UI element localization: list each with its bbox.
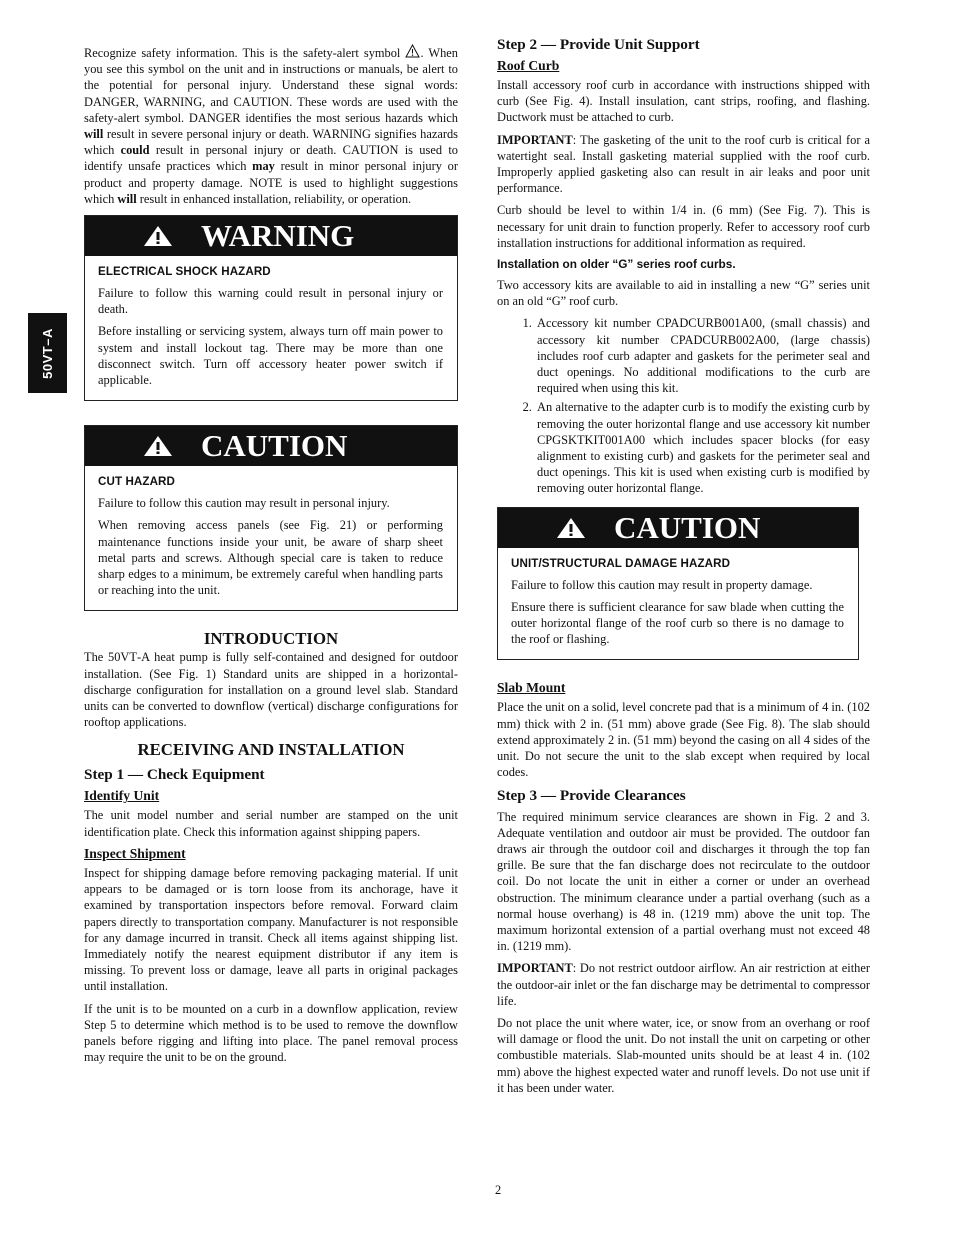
step3-heading: Step 3 — Provide Clearances: [497, 786, 686, 804]
side-tab-label: 50VT–A: [40, 327, 56, 379]
introduction-text: The 50VT‐A heat pump is fully self‐contained and designed for outdoor installation. (See Fig. 1) Standard units are shipped in a horizontal‐discharge configuration for installation on a ground level slab. Standard units can be converted to downflow (vertical) discharge configurations for rooftop applications.: [84, 650, 458, 730]
caution-text-1: Failure to follow this caution may result in property damage.: [511, 577, 813, 592]
clearances-text: The required minimum service clearances are shown in Fig. 2 and 3. Adequate ventilation and outdoor air must be provided. The outdoor fan draws air through the outdoor coil and discharges it through the top fan grille. Be sure that the fan discharge does not recirculate to the outdoor coil. Do not locate the unit in either a corner or under an overhead obstruction. The minimum clearance under a partial overhang (such as a normal house overhang) is 48 in. (1219 mm) above the unit top. The maximum horizontal extension of a partial overhang must not exceed 48 in. (1219 mm).: [497, 809, 870, 954]
caution-header: [498, 508, 858, 548]
caution-header: [85, 426, 457, 466]
caution-text-2: When removing access panels (see Fig. 21) or performing maintenance functions inside your unit, be aware of sharp sheet metal parts and screws. Although special care is taken to reduce sharp edges to a minimum, be extremely careful when handling parts or reaching into the unit.: [98, 518, 443, 598]
overhang-text: Do not place the unit where water, ice, or snow from an overhang or roof will damage or flood the unit. Do not install the unit on carpeting or other combustible materials. Slab‐mounted units should be at least 4 in. (102 mm) above the highest expected water and runoff levels. Do not use unit if it has been under water.: [497, 1015, 870, 1095]
warning-title: WARNING: [201, 218, 355, 254]
curb-mount-text: If the unit is to be mounted on a curb in a downflow application, review Step 5 to determine which method is to be used to remove the downflow panels before rigging and lifting into place. The panel removal process may require the unit to be on the ground.: [84, 1001, 458, 1065]
warning-text-2: Before installing or servicing system, always turn off main power to system and install lockout tag. There may be more than one disconnect switch. Turn off accessory heater power switch if applicable.: [98, 324, 443, 388]
accessory-kit-list: [497, 315, 870, 496]
caution-title: CAUTION: [201, 428, 348, 464]
warning-alert-icon: [135, 225, 181, 247]
identify-unit-heading: Identify Unit: [84, 788, 160, 804]
inspect-shipment-heading: Inspect Shipment: [84, 845, 186, 861]
important-gasketing: IMPORTANT: The gasketing of the unit to the roof curb is critical for a watertight seal. Install gasketing material supplied with the roof curb. Improperly applied gasketing also can result in air leaks and poor unit performance.: [497, 132, 870, 196]
older-curbs-text: Two accessory kits are available to aid in installing a new “G” series unit on an old “G” roof curb.: [497, 278, 870, 309]
caution-title: CAUTION: [614, 509, 761, 545]
caution-box-structural: [497, 507, 859, 661]
step2-heading: Step 2 — Provide Unit Support: [497, 36, 700, 53]
identify-unit-text: The unit model number and serial number are stamped on the unit identification plate. Check this information against shipping papers.: [84, 808, 458, 839]
warning-box: [84, 215, 458, 401]
important-airflow: IMPORTANT: Do not restrict outdoor airflow. An air restriction at either the outdoor‐air inlet or the fan discharge may be detrimental to compressor life.: [497, 961, 870, 1008]
step1-heading: Step 1 — Check Equipment: [84, 766, 265, 784]
safety-intro: Recognize safety information. This is the safety‐alert symbol . When you see this symbol on the unit and in instructions or manuals, be alert to the potential for personal injury. Understand these signal words: DANGER, WARNING, and CAUTION. These words are used with the safety‐alert symbol. DANGER identifies the most serious hazards which will result in severe personal injury or death. WARNING signifies hazards which could result in personal injury or death. CAUTION is used to identify unsafe practices which may result in minor personal injury or product and property damage. NOTE is used to highlight suggestions which will result in enhanced installation, reliability, or operation.: [84, 46, 458, 206]
caution-hazard: CUT HAZARD: [98, 475, 175, 489]
page-number: 2: [495, 1183, 502, 1197]
roof-curb-heading: Roof Curb: [497, 58, 560, 73]
right-column: [497, 36, 870, 1102]
list-item: 1. Accessory kit number CPADCURB001A00, (small chassis) and accessory kit number CPADCURB002A00, (large chassis) includes roof curb adapter and gaskets for the perimeter seal and duct openings. No additional modifications to the curb are required when using this kit.: [535, 315, 870, 396]
left-column: [84, 36, 458, 1071]
receiving-heading: RECEIVING AND INSTALLATION: [137, 740, 405, 760]
list-item: 2. An alternative to the adapter curb is to modify the existing curb by removing the outer horizontal flange and use accessory kit number CPGSKTKIT001A00 which includes spacer blocks (for easy alignment to existing curb) and gaskets for the perimeter seal and duct openings. This kit is used when existing curb is modified by removing outer horizontal flange.: [535, 399, 870, 496]
safety-alert-icon: [405, 44, 420, 58]
older-curbs-heading: Installation on older “G” series roof curbs.: [497, 257, 736, 272]
caution-alert-icon: [135, 435, 181, 457]
slab-mount-heading: Slab Mount: [497, 680, 566, 696]
roof-curb-text: Install accessory roof curb in accordance with instructions shipped with curb (See Fig. 4). Install insulation, cant strips, roofing, and flashing. Ductwork must be attached to curb.: [497, 78, 870, 125]
slab-mount-text: Place the unit on a solid, level concrete pad that is a minimum of 4 in. (102 mm) thick with 2 in. (51 mm) above grade (See Fig. 8). The slab should extend approximately 2 in. (51 mm) beyond the casing on all 4 sides of the unit. Do not secure the unit to the slab except when required by local codes.: [497, 700, 870, 780]
warning-text-1: Failure to follow this warning could result in personal injury or death.: [98, 286, 443, 317]
warning-hazard: ELECTRICAL SHOCK HAZARD: [98, 265, 271, 279]
caution-alert-icon: [548, 517, 594, 539]
caution-text-2: Ensure there is sufficient clearance for saw blade when cutting the outer horizontal flange of the roof curb so there is no damage to the roof or flashing.: [511, 599, 844, 647]
curb-level-text: Curb should be level to within 1/4 in. (6 mm) (See Fig. 7). This is necessary for unit drain to function properly. Refer to accessory roof curb installation instructions for additional information as required.: [497, 203, 870, 250]
side-tab: [28, 313, 67, 393]
warning-header: [85, 216, 457, 256]
caution-hazard: UNIT/STRUCTURAL DAMAGE HAZARD: [511, 556, 731, 570]
caution-box-cut: [84, 425, 458, 611]
caution-text-1: Failure to follow this caution may result in personal injury.: [98, 496, 390, 511]
inspect-shipment-text: Inspect for shipping damage before removing packaging material. If unit appears to be damaged or is torn loose from its anchorage, have it examined by transportation inspectors before removal. Forward claim papers directly to transportation company. Manufacturer is not responsible for any damage incurred in transit. Check all items against shipping list. Immediately notify the nearest equipment distributor if any item is missing. To prevent loss or damage, leave all parts in original packages until installation.: [84, 865, 458, 994]
introduction-heading: INTRODUCTION: [203, 629, 339, 649]
